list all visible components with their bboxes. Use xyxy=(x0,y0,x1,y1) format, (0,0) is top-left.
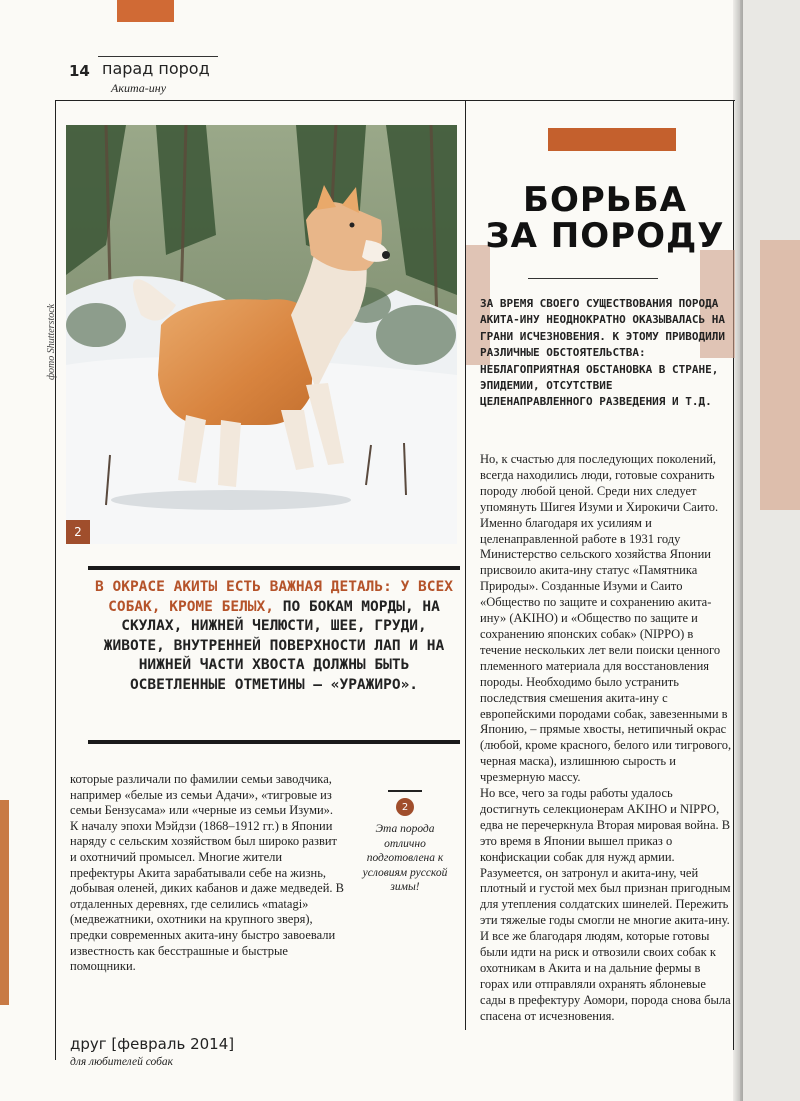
article-title-line-2: ЗА ПОРОДУ xyxy=(485,216,725,256)
left-paragraph-1: которые различали по фамилии семьи заводчика, например «белые из семьи Адачи», «тигровые из семьи Бензусама» или «черные из семьи Изуми». xyxy=(70,772,334,818)
left-paragraph-2: К началу эпохи Мэйдзи (1868–1912 гг.) в Японии наряду с сельским хозяйством был широко развит и охотничий промысел. Многие жители префектуры Акита зарабатывали себе на жизнь, добывая оленей, диких кабанов и даже медведей. В отдаленных деревнях, где селились «matagi» (медвежатники, охотники на крупного зверя), предки современных акита-ину быстро завоевали известность как бесстрашные и быстрые помощники. xyxy=(70,818,344,974)
pull-quote-accent: В ОКРАСЕ АКИТЫ ЕСТЬ ВАЖНАЯ ДЕТАЛЬ: У ВСЕХ СОБАК, КРОМЕ БЕЛЫХ, xyxy=(95,579,453,615)
article-title xyxy=(480,182,730,254)
next-page-edge xyxy=(740,0,800,1101)
next-page-accent-block xyxy=(760,240,800,510)
caption-rule xyxy=(388,790,422,792)
frame-right-rule xyxy=(733,100,734,1050)
title-accent-block xyxy=(548,128,676,151)
caption-text: Эта порода отлично подготовлена к условиям русской зимы! xyxy=(362,823,448,893)
rubric-rule xyxy=(98,56,218,57)
quote-bottom-rule xyxy=(88,740,460,744)
article-lead: ЗА ВРЕМЯ СВОЕГО СУЩЕСТВОВАНИЯ ПОРОДА АКИТА-ИНУ НЕОДНОКРАТНО ОКАЗЫВАЛАСЬ НА ГРАНИ ИСЧЕЗНОВЕНИЯ. К ЭТОМУ ПРИВОДИЛИ РАЗЛИЧНЫЕ ОБСТОЯТЕЛЬСТВА: НЕБЛАГОПРИЯТНАЯ ОБСТАНОВКА В СТРАНЕ, ЭПИДЕМИИ, ОТСУТСТВИЕ ЦЕЛЕНАПРАВЛЕННОГО РАЗВЕДЕНИЯ И Т.Д. xyxy=(480,297,726,409)
pull-quote xyxy=(88,578,460,695)
magazine-tagline: для любителей собак xyxy=(70,1056,174,1068)
photo-number-badge: 2 xyxy=(66,520,90,544)
title-underline xyxy=(528,278,658,279)
page-gutter-shadow xyxy=(733,0,743,1101)
section-rubric: парад пород xyxy=(102,59,210,78)
magazine-issue: друг [февраль 2014] xyxy=(70,1035,235,1053)
caption-number: 2 xyxy=(396,798,414,816)
section-subrubric: Акита-ину xyxy=(111,81,167,95)
photo-caption xyxy=(360,790,450,895)
left-color-tab xyxy=(0,800,9,1005)
article-title-line-1: БОРЬБА xyxy=(523,180,687,220)
pull-quote-body: ПО БОКАМ МОРДЫ, НА СКУЛАХ, НИЖНЕЙ ЧЕЛЮСТИ, ШЕЕ, ГРУДИ, ЖИВОТЕ, ВНУТРЕННЕЙ ПОВЕРХНОСТИ ЛАП И НА НИЖНЕЙ ЧАСТИ ХВОСТА ДОЛЖНЫ БЫТЬ ОСВЕТЛЕННЫЕ ОТМЕТИНЫ — «УРАЖИРО». xyxy=(103,598,445,693)
top-color-tab xyxy=(117,0,174,22)
page-number: 14 xyxy=(69,62,90,80)
akita-dog-photo xyxy=(66,125,457,544)
right-text-column xyxy=(480,452,732,1025)
column-divider xyxy=(465,100,466,1030)
frame-top-rule xyxy=(55,100,735,101)
photo-credit: фото Shutterstock xyxy=(46,303,57,380)
quote-top-rule xyxy=(88,566,460,570)
right-paragraph-2: Но все, чего за годы работы удалось достигнуть селекционерам AKIHO и NIPPO, едва не перечеркнула Вторая мировая война. В это время в Японии вышел приказ о конфискации собак для нужд армии. Разумеется, он затронул и акита-ину, чей плотный и густой мех был признан пригодным для утепления солдатских шинелей. Пережить эти тяжелые годы смогли не многие акита-ину. И все же благодаря людям, которые готовы были идти на риск и отвозили своих собак к охотникам в Акита и на дальние фермы в горах или отправляли охранять яблоневые сады в префектуру Аомори, порода снова была спасена от исчезновения. xyxy=(480,786,731,1023)
right-paragraph-1: Но, к счастью для последующих поколений, всегда находились люди, готовые сохранить породу любой ценой. Среди них следует упомянуть Шигея Изуми и Хирокичи Саито. Именно благодаря их усилиям и целенаправленной работе в 1931 году Министерство сельского хозяйства Японии присвоило акита-ину статус «Памятника Природы». Созданные Изуми и Саито «Общество по защите и сохранению акита-ину» (AKIHO) и «Общество по защите и сохранению японских собак» (NIPPO) в течение нескольких лет вели поиски ценного племенного материала для восстановления породы. Необходимо было устранить последствия смешения акита-ину с европейскими породами собак, завезенными в Японию, – прямые хвосты, нетипичный окрас (любой, кроме красного, белого или тигрового, черная маска), излишнюю сырость и чрезмерную массу. xyxy=(480,452,732,785)
akita-dog-illustration xyxy=(66,125,457,544)
frame-left-rule xyxy=(55,100,56,1060)
left-text-column xyxy=(70,772,346,975)
